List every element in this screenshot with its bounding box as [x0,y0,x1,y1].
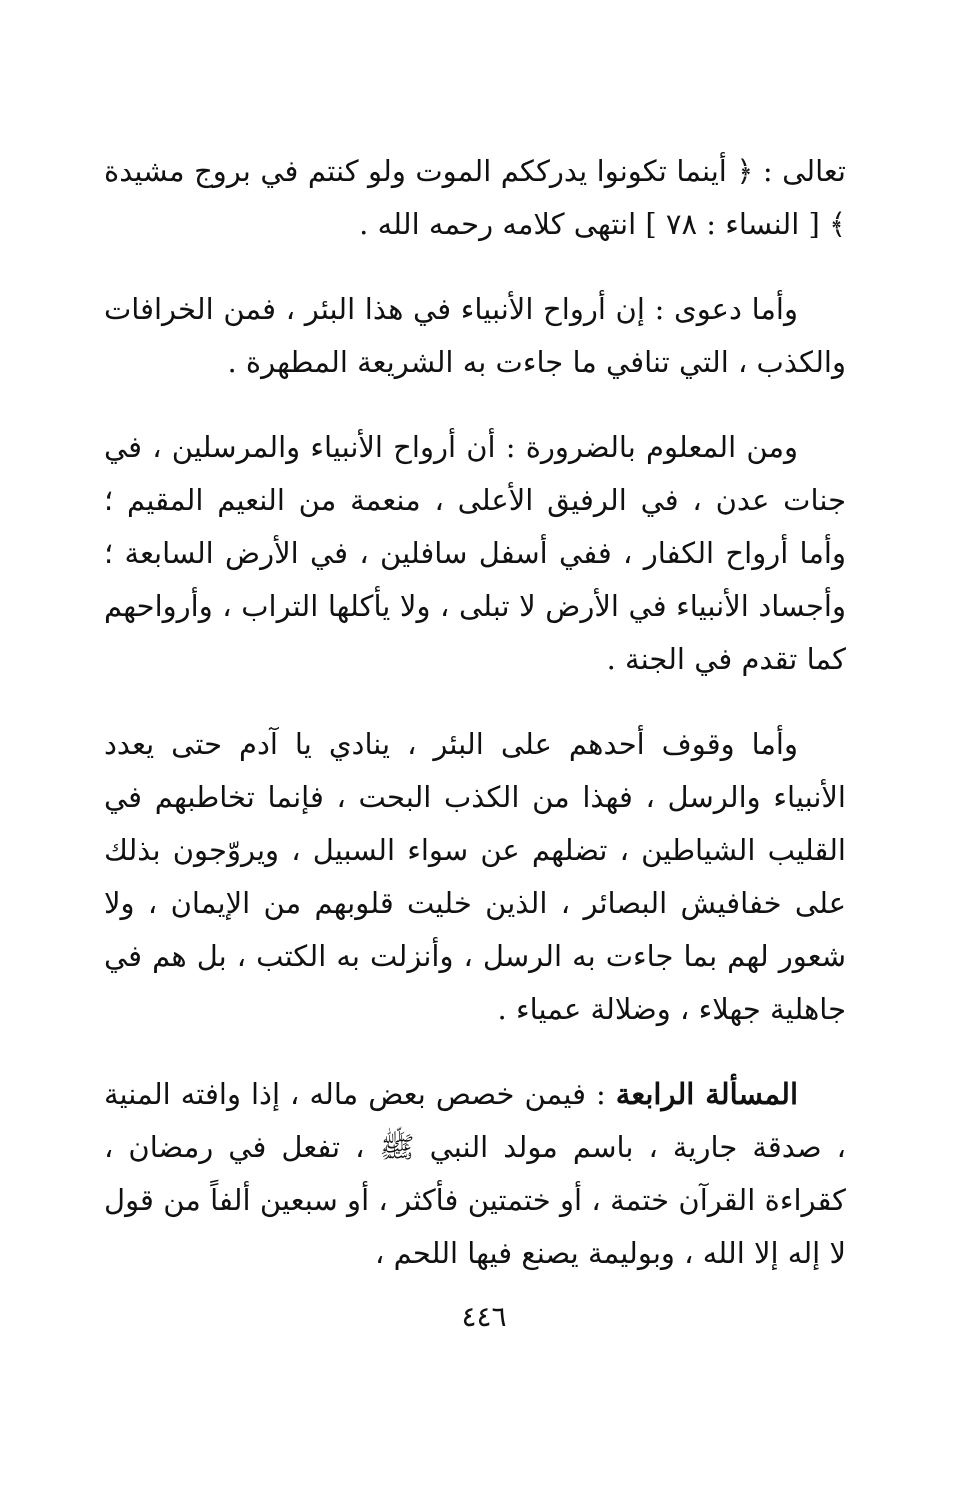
question-heading: المسألة الرابعة [615,1077,798,1111]
paragraph-text: ومن المعلوم بالضرورة : أن أرواح الأنبياء والمرسلين ، في جنات عدن ، في الرفيق الأعلى ، منعمة من النعيم المقيم ؛ وأما أرواح الكفار ، ففي أسفل سافلين ، في الأرض السابعة ؛ وأجساد الأنبياء في الأرض لا تبلى ، ولا يأكلها التراب ، وأرواحهم كما تقدم في الجنة . [104,430,846,676]
paragraph-standing-at-well [104,718,846,1036]
page-body-text [104,145,846,1280]
paragraph-fourth-question [104,1068,846,1280]
paragraph-quran-quote [104,145,846,251]
paragraph-text: وأما دعوى : إن أرواح الأنبياء في هذا البئر ، فمن الخرافات والكذب ، التي تنافي ما جاءت به الشريعة المطهرة . [104,292,846,379]
page-number: ٤٤٦ [461,1300,507,1333]
paragraph-souls-of-prophets [104,421,846,686]
paragraph-text: وأما وقوف أحدهم على البئر ، ينادي يا آدم حتى يعدد الأنبياء والرسل ، فهذا من الكذب البحت ، فإنما تخاطبهم في القليب الشياطين ، تضلهم عن سواء السبيل ، ويروّجون بذلك على خفافيش البصائر ، الذين خليت قلوبهم من الإيمان ، ولا شعور لهم بما جاءت به الرسل ، وأنزلت به الكتب ، بل هم في جاهلية جهلاء ، وضلالة عمياء . [104,727,846,1026]
paragraph-wells-claim [104,283,846,389]
paragraph-text: : فيمن خصص بعض ماله ، إذا وافته المنية ، صدقة جارية ، باسم مولد النبي ﷺ ، تفعل في رمضان ، كقراءة القرآن ختمة ، أو ختمتين فأكثر ، أو سبعين ألفاً من قول لا إله إلا الله ، وبوليمة يصنع فيها اللحم ، [104,1077,846,1270]
paragraph-text: تعالى : ﴿ أينما تكونوا يدرككم الموت ولو كنتم في بروج مشيدة ﴾ [ النساء : ٧٨ ] انتهى كلامه رحمه الله . [104,154,846,241]
